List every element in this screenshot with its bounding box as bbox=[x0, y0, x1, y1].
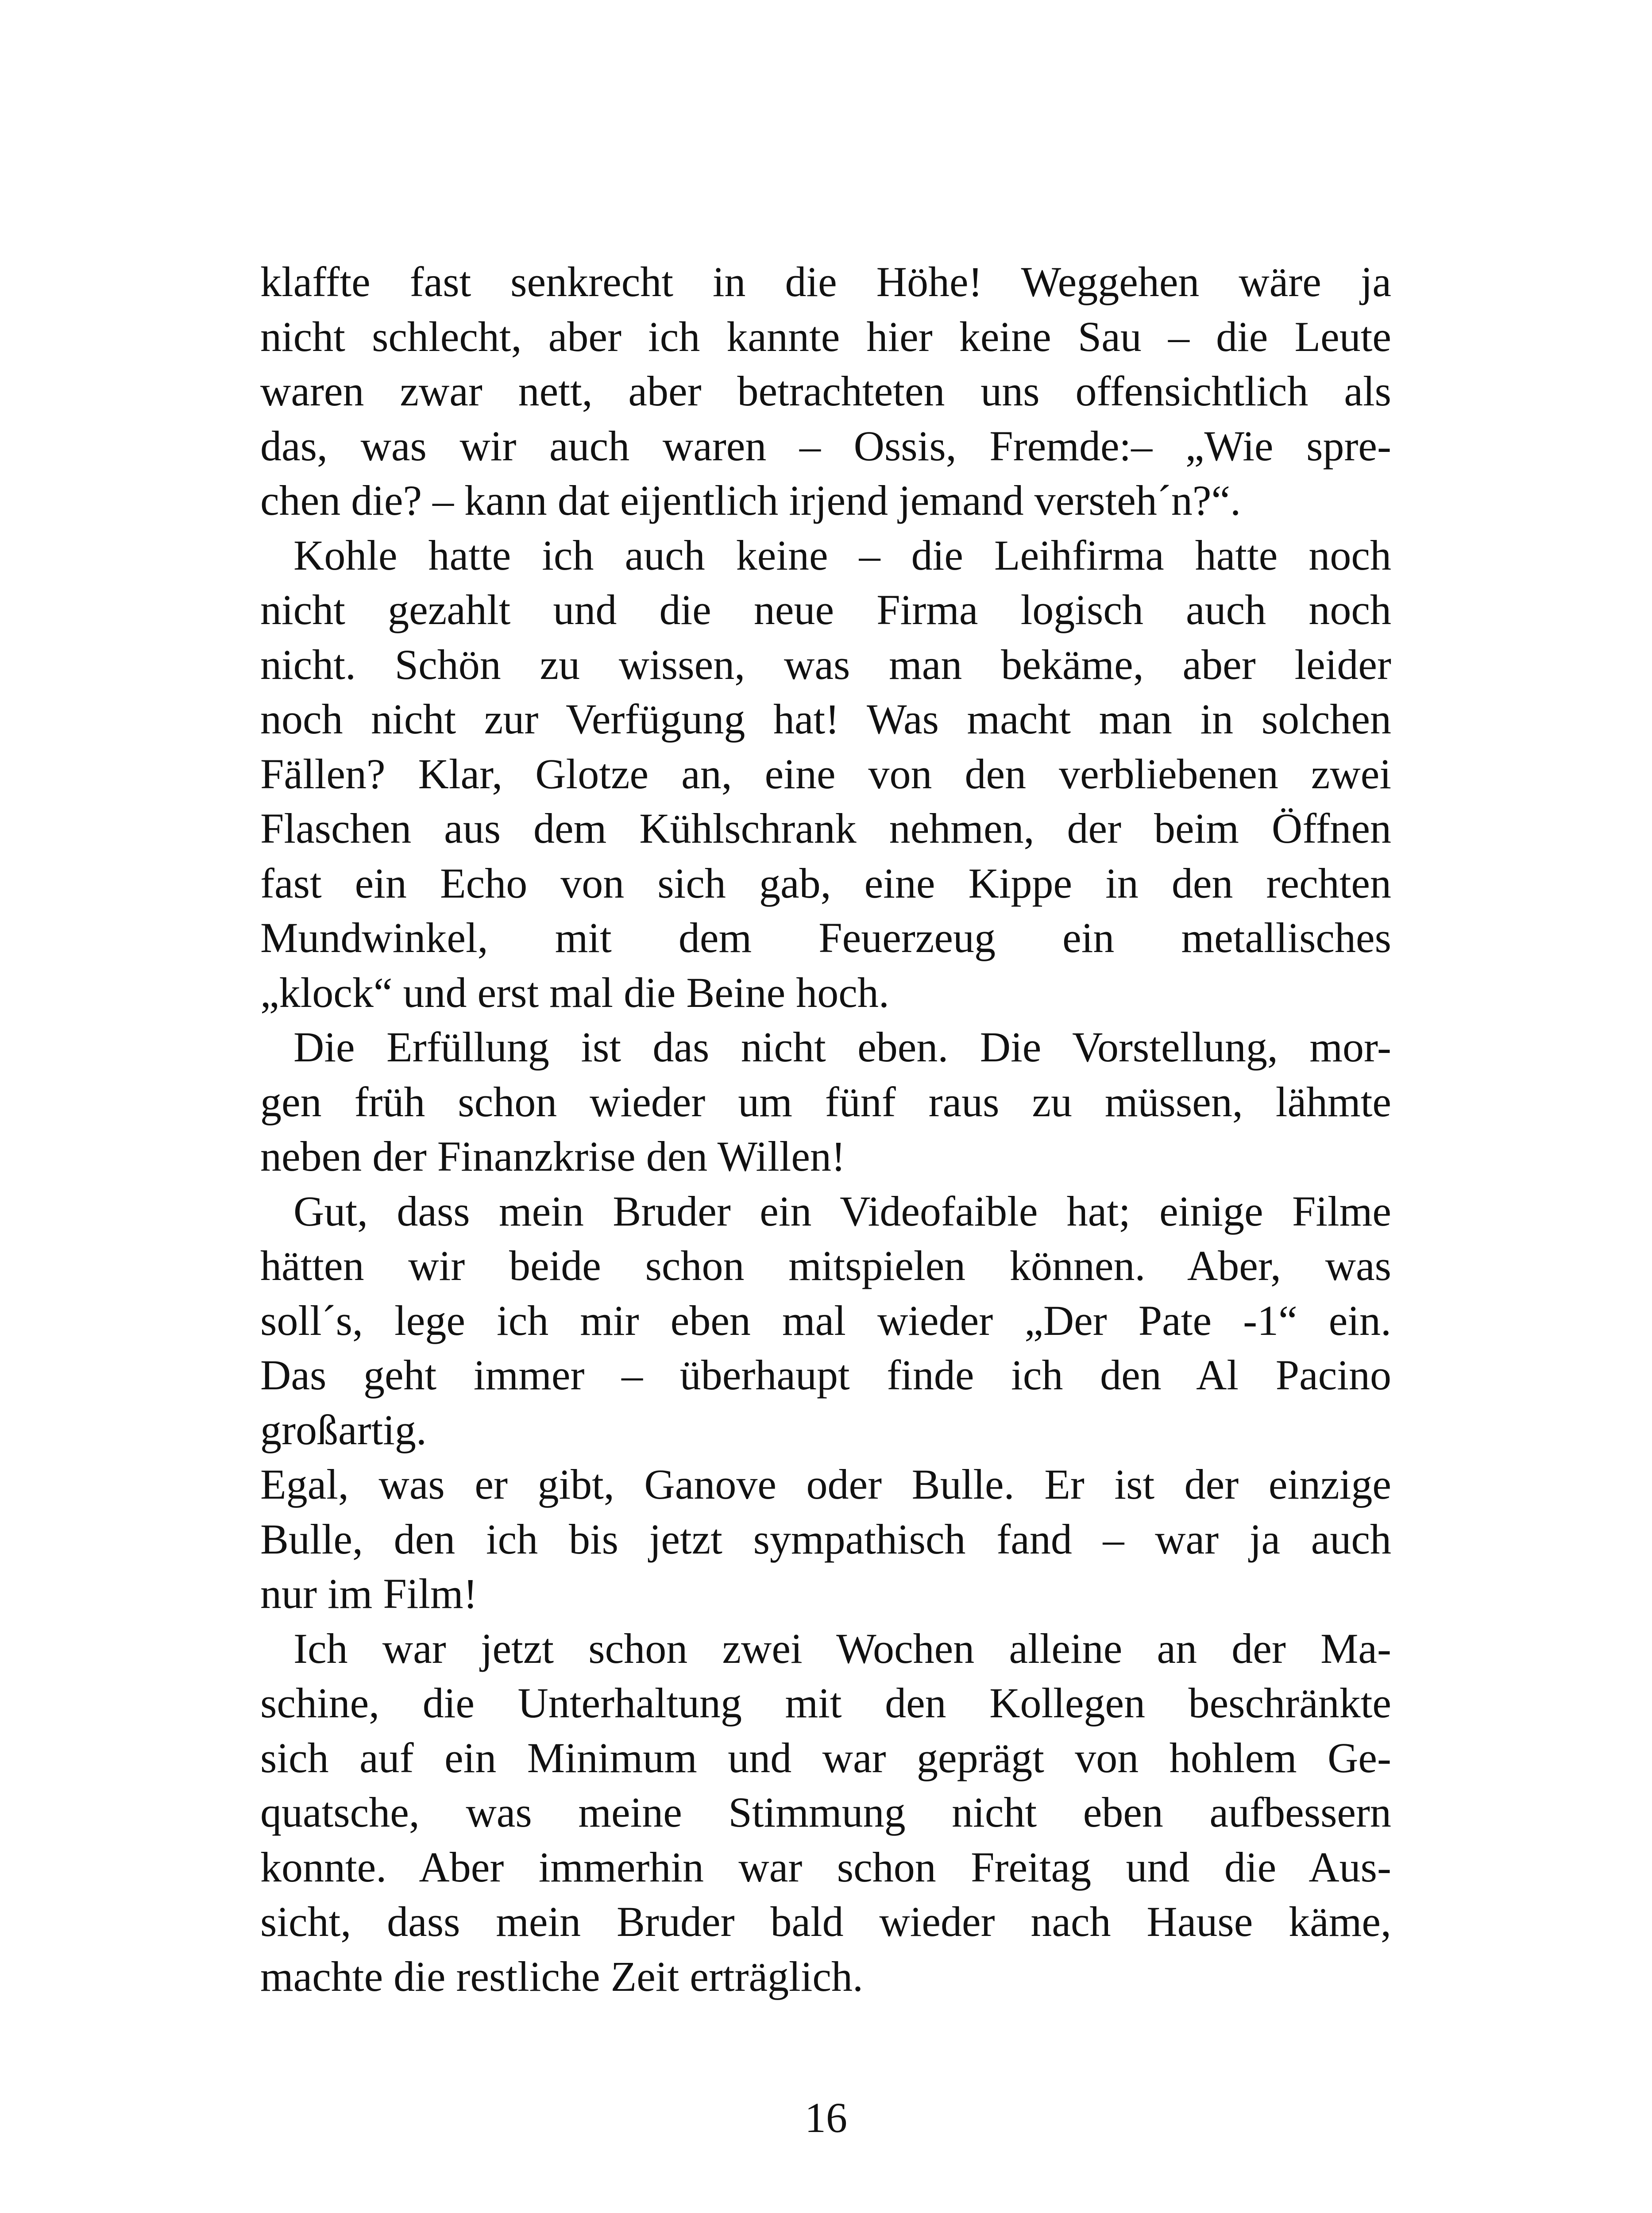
text-line: soll´s, lege ich mir eben mal wieder „Der Pate -1“ ein. bbox=[260, 1296, 1391, 1344]
body-text bbox=[260, 254, 1391, 2004]
text-line: Gut, dass mein Bruder ein Videofaible hat; einige Filme bbox=[293, 1187, 1391, 1235]
text-line: noch nicht zur Verfügung hat! Was macht man in solchen bbox=[260, 695, 1391, 743]
text-line: neben der Finanzkrise den Willen! bbox=[260, 1133, 845, 1180]
text-line: Flaschen aus dem Kühlschrank nehmen, der beim Öffnen bbox=[260, 805, 1391, 852]
text-line: fast ein Echo von sich gab, eine Kippe in den rechten bbox=[260, 859, 1391, 907]
text-line: quatsche, was meine Stimmung nicht eben aufbessern bbox=[260, 1789, 1391, 1836]
text-line: gen früh schon wieder um fünf raus zu müssen, lähmte bbox=[260, 1078, 1391, 1126]
text-line: Bulle, den ich bis jetzt sympathisch fand – war ja auch bbox=[260, 1515, 1391, 1563]
text-line: nicht gezahlt und die neue Firma logisch auch noch bbox=[260, 586, 1391, 633]
text-line: schine, die Unterhaltung mit den Kollegen beschränkte bbox=[260, 1679, 1391, 1727]
text-line: nicht schlecht, aber ich kannte hier keine Sau – die Leute bbox=[260, 312, 1391, 360]
text-line: Kohle hatte ich auch keine – die Leihfirma hatte noch bbox=[293, 531, 1391, 579]
text-line: nur im Film! bbox=[260, 1570, 478, 1617]
text-line: „klock“ und erst mal die Beine hoch. bbox=[260, 968, 889, 1016]
text-line: sich auf ein Minimum und war geprägt von hohlem Ge- bbox=[260, 1734, 1391, 1781]
text-line: nicht. Schön zu wissen, was man bekäme, aber leider bbox=[260, 640, 1391, 688]
text-line: Ich war jetzt schon zwei Wochen alleine an der Ma- bbox=[293, 1624, 1391, 1672]
text-line: Die Erfüllung ist das nicht eben. Die Vorstellung, mor- bbox=[293, 1023, 1391, 1071]
text-line: großartig. bbox=[260, 1406, 427, 1453]
text-line: machte die restliche Zeit erträglich. bbox=[260, 1952, 863, 2000]
text-line: Egal, was er gibt, Ganove oder Bulle. Er ist der einzige bbox=[260, 1461, 1391, 1508]
text-line: klaffte fast senkrecht in die Höhe! Weggehen wäre ja bbox=[260, 258, 1391, 305]
text-line: hätten wir beide schon mitspielen können. Aber, was bbox=[260, 1242, 1391, 1289]
text-line: chen die? – kann dat eijentlich irjend jemand versteh´n?“. bbox=[260, 477, 1241, 524]
text-line: Mundwinkel, mit dem Feuerzeug ein metallisches bbox=[260, 914, 1391, 961]
text-line: sicht, dass mein Bruder bald wieder nach Hause käme, bbox=[260, 1898, 1391, 1945]
text-line: das, was wir auch waren – Ossis, Fremde:– „Wie spre- bbox=[260, 422, 1391, 470]
text-line: Fällen? Klar, Glotze an, eine von den verbliebenen zwei bbox=[260, 750, 1391, 798]
text-line: Das geht immer – überhaupt finde ich den Al Pacino bbox=[260, 1351, 1391, 1399]
text-line: waren zwar nett, aber betrachteten uns offensichtlich als bbox=[260, 367, 1391, 415]
page-number: 16 bbox=[805, 2094, 847, 2141]
text-line: konnte. Aber immerhin war schon Freitag und die Aus- bbox=[260, 1843, 1391, 1891]
